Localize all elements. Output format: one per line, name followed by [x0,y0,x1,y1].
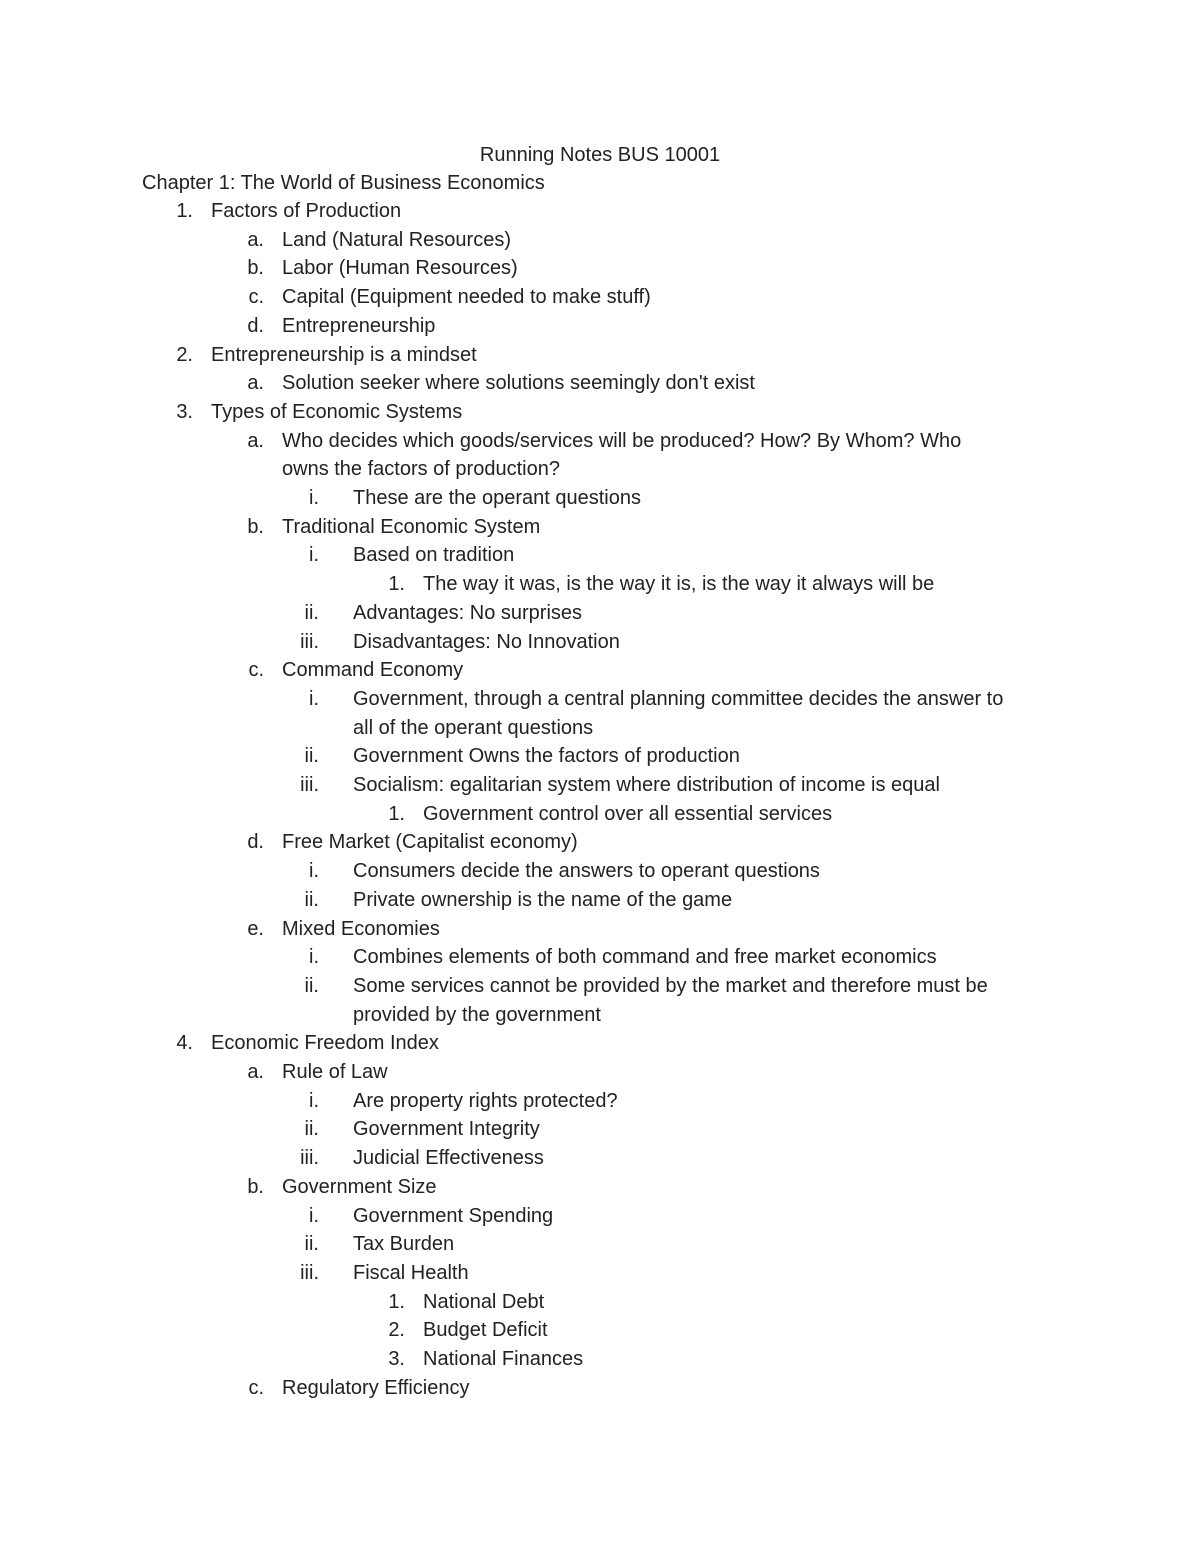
outline-item-marker: e. [247,918,264,940]
outline-item-text: Mixed Economies [282,918,440,940]
outline-item-marker: a. [247,372,264,394]
outline-item-marker: c. [248,659,264,681]
outline-item [0,771,1200,799]
outline-item [0,541,1200,569]
outline-item-text: Fiscal Health [353,1262,469,1284]
outline-item-marker: 1. [176,200,193,222]
outline-item-marker: b. [247,257,264,279]
outline-item [0,714,1200,742]
outline-item-marker: 2. [388,1319,405,1341]
outline-item-text: The way it was, is the way it is, is the way it always will be [423,573,935,595]
outline-item-marker: i. [309,688,319,710]
outline-item-text: provided by the government [353,1004,601,1026]
outline-item-text: Regulatory Efficiency [282,1377,470,1399]
outline-item-marker: 1. [388,1291,405,1313]
outline-item-text: Command Economy [282,659,464,681]
outline-item-text: all of the operant questions [353,717,594,739]
outline-item [0,427,1200,455]
outline-item [0,513,1200,541]
outline-item-marker: d. [247,831,264,853]
outline-item [0,1115,1200,1143]
outline-item-marker: a. [247,430,264,452]
outline-item-text: Budget Deficit [423,1319,548,1341]
outline-item-text: Types of Economic Systems [211,401,463,423]
outline-item [0,1144,1200,1172]
outline-item-marker: ii. [304,1233,319,1255]
outline-item-marker: ii. [304,889,319,911]
outline-item-text: Advantages: No surprises [353,602,583,624]
outline-item-marker: iii. [300,1147,319,1169]
outline-item-marker: i. [309,1090,319,1112]
outline-item-text: Government Owns the factors of production [353,745,740,767]
outline-item-text: Are property rights protected? [353,1090,618,1112]
outline-item-text: Who decides which goods/services will be produced? How? By Whom? Who [282,430,962,452]
outline-item-marker: 2. [176,344,193,366]
outline-item [0,283,1200,311]
outline-item [0,1058,1200,1086]
outline-item [0,828,1200,856]
outline-item-text: Government Size [282,1176,437,1198]
outline-item [0,1345,1200,1373]
outline-item-marker: 1. [388,573,405,595]
outline-item [0,943,1200,971]
outline-item [0,656,1200,684]
outline-item-text: Entrepreneurship [282,315,436,337]
outline-item-text: Government Spending [353,1205,554,1227]
outline-item [0,570,1200,598]
outline-item-marker: b. [247,1176,264,1198]
chapter-heading: Chapter 1: The World of Business Economics [142,172,545,194]
outline-item-text: Some services cannot be provided by the market and therefore must be [353,975,988,997]
outline-item [0,800,1200,828]
outline-item-text: Socialism: egalitarian system where distribution of income is equal [353,774,940,796]
outline-item [0,197,1200,225]
outline-item-marker: i. [309,1205,319,1227]
outline-item [0,1374,1200,1402]
outline-item-text: Tax Burden [353,1233,455,1255]
outline-item-text: Disadvantages: No Innovation [353,631,620,653]
outline-item-text: owns the factors of production? [282,458,560,480]
outline-item-text: Capital (Equipment needed to make stuff) [282,286,651,308]
outline-item-text: Combines elements of both command and free market economics [353,946,937,968]
outline-item-text: Labor (Human Resources) [282,257,518,279]
outline-item [0,857,1200,885]
outline-item-marker: i. [309,946,319,968]
outline-item-text: Government, through a central planning committee decides the answer to [353,688,1004,710]
outline-item [0,1316,1200,1344]
outline-item [0,1087,1200,1115]
outline-item-text: Traditional Economic System [282,516,541,538]
outline-item-text: Based on tradition [353,544,515,566]
outline-item-marker: ii. [304,1118,319,1140]
outline-item-marker: 1. [388,803,405,825]
outline-item-text: Solution seeker where solutions seemingly don't exist [282,372,755,394]
outline-item-text: Government control over all essential services [423,803,833,825]
outline-item [0,972,1200,1000]
outline-item [0,369,1200,397]
outline-item-text: Free Market (Capitalist economy) [282,831,578,853]
outline-item [0,1029,1200,1057]
outline-item [0,628,1200,656]
outline-item-marker: ii. [304,975,319,997]
outline-item [0,254,1200,282]
outline-item-marker: b. [247,516,264,538]
outline-item [0,1259,1200,1287]
outline-item-marker: a. [247,1061,264,1083]
outline-item-text: Factors of Production [211,200,402,222]
outline-item-marker: i. [309,860,319,882]
outline-item-text: Rule of Law [282,1061,388,1083]
outline-item [0,226,1200,254]
outline-item-marker: c. [248,1377,264,1399]
outline-item-text: National Finances [423,1348,584,1370]
outline-item [0,1230,1200,1258]
outline-item-marker: d. [247,315,264,337]
outline-item-text: Government Integrity [353,1118,540,1140]
outline-item-text: Private ownership is the name of the game [353,889,733,911]
outline-item [0,1173,1200,1201]
outline-item-marker: ii. [304,745,319,767]
outline-item-marker: i. [309,487,319,509]
outline-item [0,484,1200,512]
outline-item-text: Judicial Effectiveness [353,1147,544,1169]
outline-item-marker: a. [247,229,264,251]
outline-item [0,886,1200,914]
outline-item-marker: iii. [300,631,319,653]
outline-item-text: Entrepreneurship is a mindset [211,344,477,366]
outline-item [0,1288,1200,1316]
outline-item-marker: iii. [300,1262,319,1284]
outline-item [0,1001,1200,1029]
outline-item-marker: 3. [388,1348,405,1370]
outline-item [0,312,1200,340]
outline-item-text: Land (Natural Resources) [282,229,511,251]
outline-item [0,915,1200,943]
outline-item-text: National Debt [423,1291,545,1313]
outline-item-marker: i. [309,544,319,566]
outline-item [0,398,1200,426]
outline-item [0,341,1200,369]
outline-item [0,599,1200,627]
document-title: Running Notes BUS 10001 [479,144,721,166]
outline-item-text: Consumers decide the answers to operant questions [353,860,820,882]
outline-item [0,685,1200,713]
outline-item-text: These are the operant questions [353,487,641,509]
outline-item-marker: c. [248,286,264,308]
outline-item [0,742,1200,770]
outline-item-marker: 3. [176,401,193,423]
outline-item-marker: ii. [304,602,319,624]
outline-item [0,455,1200,483]
outline-item-marker: iii. [300,774,319,796]
outline-item-text: Economic Freedom Index [211,1032,439,1054]
outline-item-marker: 4. [176,1032,193,1054]
outline-item [0,1202,1200,1230]
